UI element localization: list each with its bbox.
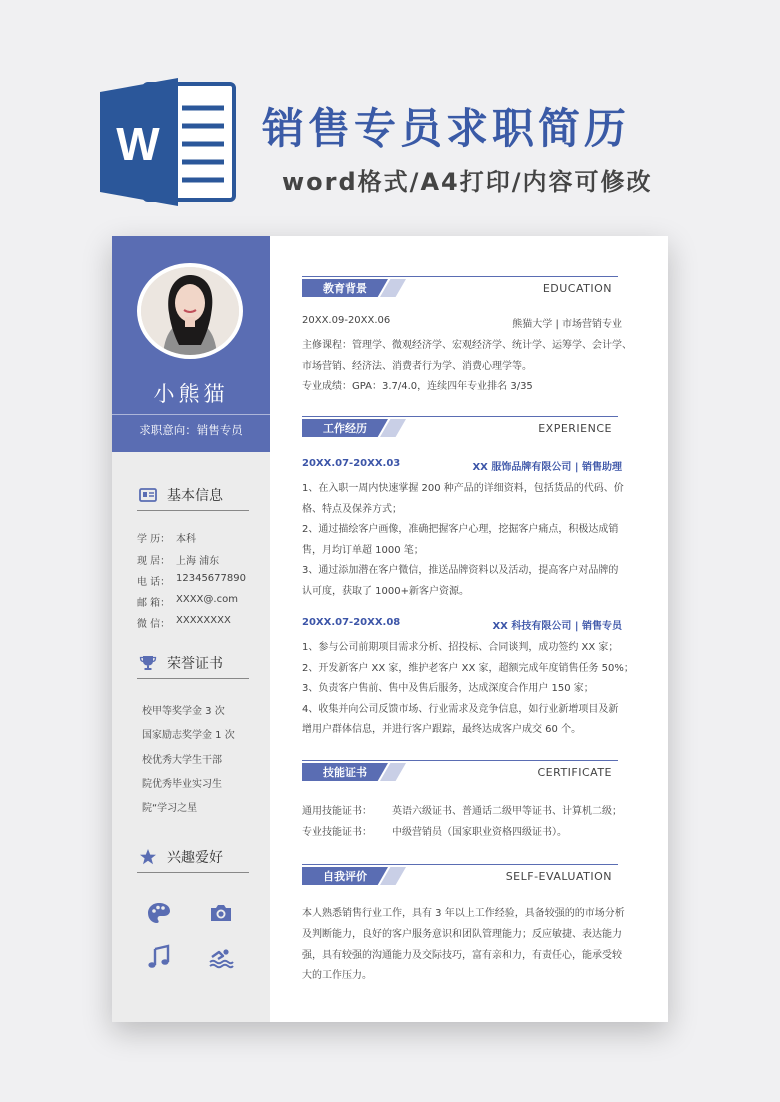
job-period: 20XX.07-20XX.03 (302, 458, 401, 469)
education-school: 熊猫大学 | 市场营销专业 (512, 319, 622, 330)
job-detail: 2、通过描绘客户画像，准确把握客户心理，挖掘客户痛点，积极达成销 (302, 524, 619, 535)
info-value: 上海 浦东 (176, 556, 220, 567)
honor-item: 国家励志奖学金 1 次 (142, 730, 235, 741)
education-line: 主修课程：管理学、微观经济学、宏观经济学、统计学、运筹学、会计学、 (302, 340, 632, 351)
job-intent: 求职意向：销售专员 (139, 423, 243, 437)
job-period: 20XX.07-20XX.08 (302, 617, 401, 628)
honor-item: 校甲等奖学金 3 次 (142, 706, 225, 717)
certificate-row (302, 802, 622, 817)
trophy-icon (139, 655, 157, 671)
self-eval-line: 大的工作压力。 (302, 970, 372, 981)
certificate-value: 英语六级证书、普通话二级甲等证书、计算机二级； (392, 806, 622, 817)
job-detail: 售，月均订单超 1000 笔； (302, 545, 424, 556)
sidebar (112, 236, 270, 1022)
candidate-name: 小熊猫 (153, 382, 229, 406)
resume-page (112, 236, 668, 1022)
education-period: 20XX.09-20XX.06 (302, 315, 391, 326)
self-eval-line: 本人熟悉销售行业工作，具有 3 年以上工作经验，具备较强的的市场分析 (302, 908, 625, 919)
self-eval-line: 及判断能力，良好的客户服务意识和团队管理能力；反应敏捷、表达能力 (302, 929, 622, 940)
palette-icon (146, 900, 172, 926)
hobbies-heading (137, 846, 249, 873)
profile-panel (112, 236, 270, 452)
info-key: 现 居： (137, 556, 171, 567)
section-title-cn: 工作经历 (323, 422, 367, 435)
certificate-label: 通用技能证书： (302, 806, 372, 817)
honor-item: 校优秀大学生干部 (142, 755, 222, 766)
id-card-icon (139, 487, 157, 503)
info-value: XXXX@.com (176, 594, 238, 605)
certificate-section-header (302, 760, 618, 784)
job-detail: 认可度，获取了 1000+新客户资源。 (302, 586, 470, 597)
job-company: XX 服饰品牌有限公司 | 销售助理 (472, 462, 622, 473)
certificate-row (302, 823, 622, 838)
info-key: 微 信： (137, 619, 171, 630)
job-detail: 增用户群体信息，并进行客户跟踪，最终达成客户成交 60 个。 (302, 724, 582, 735)
info-value: 12345677890 (176, 573, 246, 584)
page-title: 销售专员求职简历 (262, 104, 631, 153)
star-icon (139, 849, 157, 865)
job-detail: 4、收集并向公司反馈市场、行业需求及竞争信息，如行业新增项目及新 (302, 704, 619, 715)
swimming-icon (208, 944, 234, 970)
job-detail: 2、开发新客户 XX 家，维护老客户 XX 家，超额完成年度销售任务 50%； (302, 663, 634, 674)
self-eval-line: 强，具有较强的沟通能力及交际技巧，富有亲和力，有责任心，能承受较 (302, 950, 622, 961)
info-key: 邮 箱： (137, 598, 171, 609)
honor-item: 院优秀毕业实习生 (142, 779, 222, 790)
basic-info-heading (137, 484, 249, 511)
divider (112, 414, 270, 415)
info-key: 学 历： (137, 534, 171, 545)
education-period-row (302, 315, 622, 330)
job-detail: 3、负责客户售前、售中及售后服务，达成深度合作用户 150 家； (302, 683, 594, 694)
section-title-en: EDUCATION (542, 282, 612, 295)
section-title-en: EXPERIENCE (538, 422, 612, 435)
page-subtitle: word格式/A4打印/内容可修改 (282, 168, 653, 196)
music-icon (146, 944, 172, 970)
section-title-cn: 教育背景 (323, 282, 367, 295)
avatar (137, 263, 243, 359)
job-header (302, 458, 622, 473)
self-evaluation-section-header (302, 864, 618, 888)
honor-item: 院“学习之星 (142, 803, 198, 814)
word-icon-letter: W (116, 118, 160, 170)
certificate-label: 专业技能证书： (302, 827, 372, 838)
section-label: 兴趣爱好 (167, 850, 223, 866)
job-header (302, 617, 622, 632)
honors-heading (137, 652, 249, 679)
section-title-en: CERTIFICATE (537, 766, 612, 779)
section-label: 荣誉证书 (167, 656, 223, 672)
info-key: 电 话： (137, 577, 171, 588)
word-icon (100, 78, 240, 206)
education-line: 专业成绩：GPA：3.7/4.0，连续四年专业排名 3/35 (302, 381, 533, 392)
section-title-en: SELF-EVALUATION (505, 870, 612, 883)
job-detail: 格、特点及保养方式； (302, 504, 402, 515)
education-line: 市场营销、经济法、消费者行为学、消费心理学等。 (302, 361, 532, 372)
info-value: XXXXXXXX (176, 615, 231, 626)
job-company: XX 科技有限公司 | 销售专员 (492, 621, 622, 632)
job-detail: 3、通过添加潜在客户微信，推送品牌资料以及活动，提高客户对品牌的 (302, 565, 619, 576)
education-section-header (302, 276, 618, 300)
section-title-cn: 技能证书 (323, 766, 367, 779)
job-detail: 1、在入职一周内快速掌握 200 种产品的详细资料，包括货品的代码、价 (302, 483, 624, 494)
section-title-cn: 自我评价 (323, 870, 367, 883)
experience-section-header (302, 416, 618, 440)
job-detail: 1、参与公司前期项目需求分析、招投标、合同谈判，成功签约 XX 家； (302, 642, 619, 653)
certificate-value: 中级营销员（国家职业资格四级证书）。 (392, 827, 567, 838)
camera-icon (208, 900, 234, 926)
section-label: 基本信息 (167, 488, 223, 504)
info-value: 本科 (176, 534, 196, 545)
